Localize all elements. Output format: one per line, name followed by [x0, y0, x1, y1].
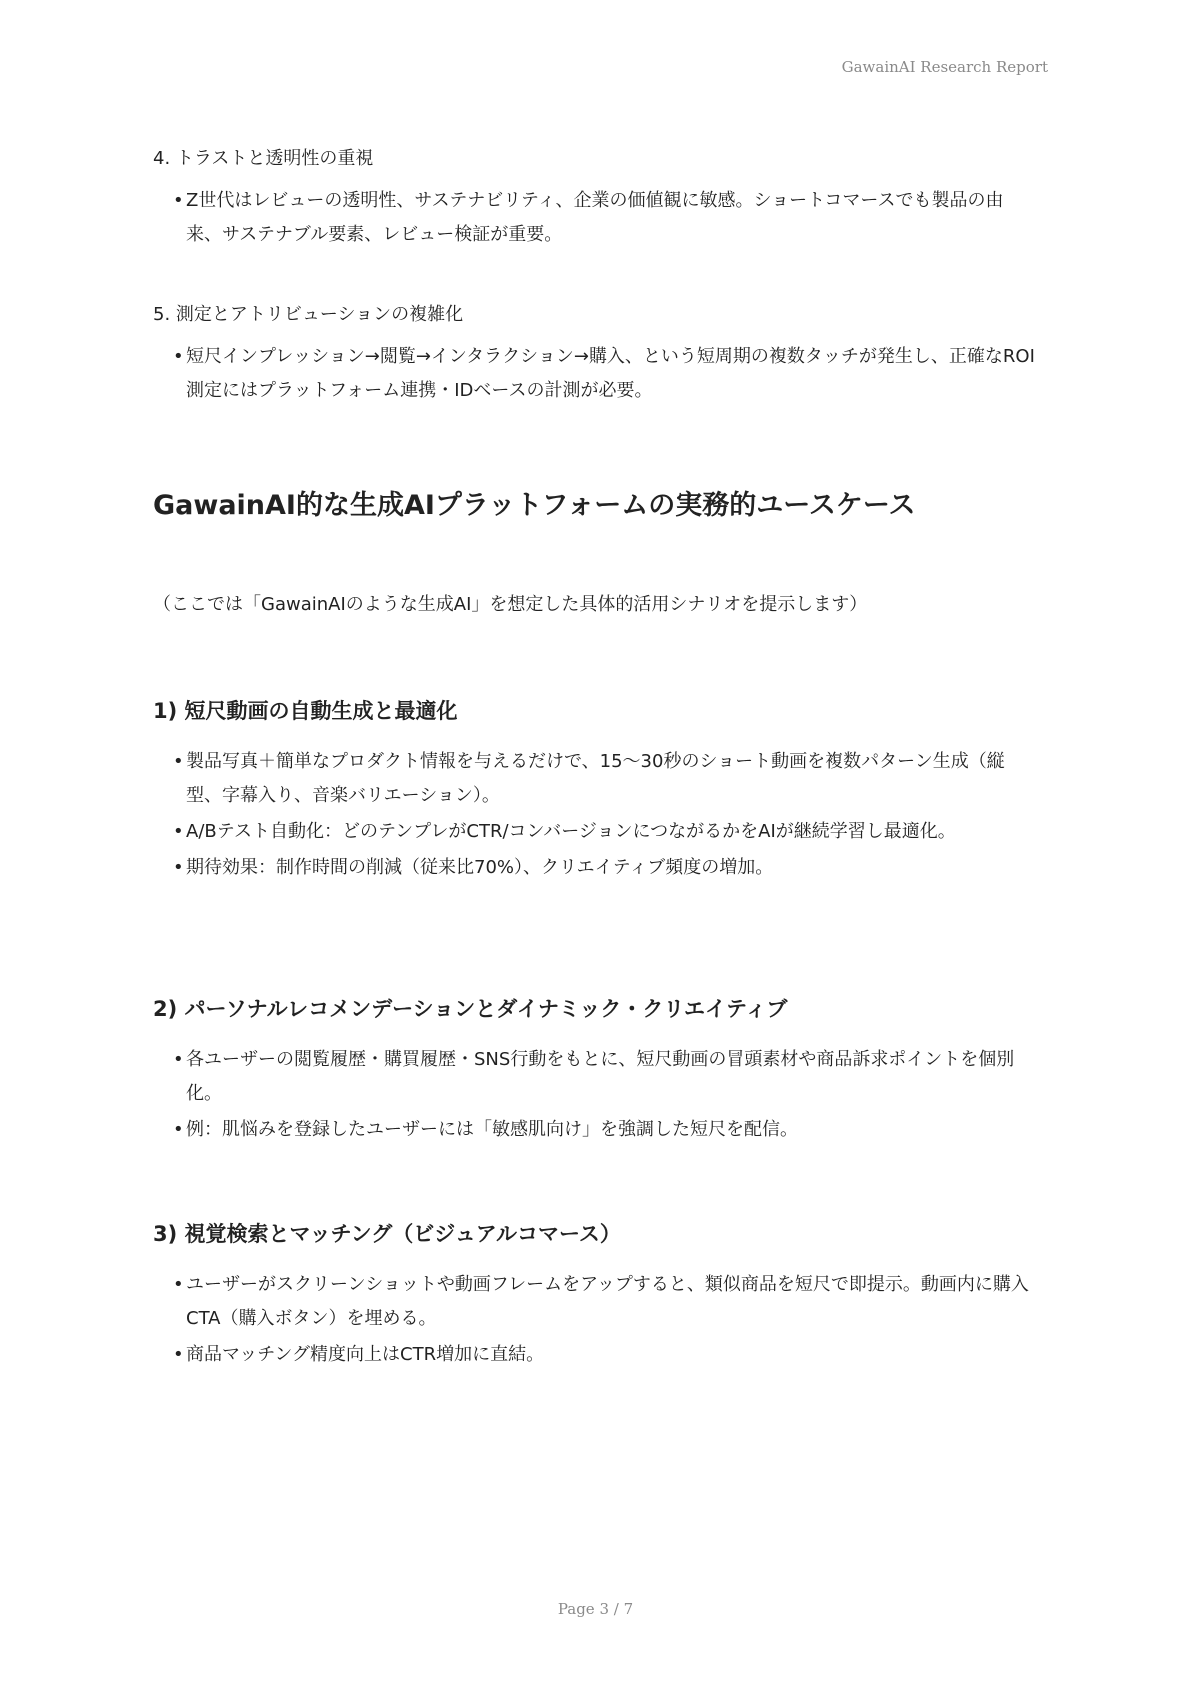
bullet-icon: •: [173, 1049, 184, 1070]
bullet-icon: •: [173, 346, 184, 367]
usecase-heading: 1) 短尺動画の自動生成と最適化: [153, 699, 458, 723]
list-item: [153, 851, 1038, 885]
intro-text: （ここでは「GawainAIのような生成AI」を想定した具体的活用シナリオを提示します）: [153, 594, 868, 615]
bullet-icon: •: [173, 857, 184, 878]
list-item-text: A/Bテスト自動化：どのテンプレがCTR/コンバージョンにつながるかをAIが継続学習し最適化。: [186, 821, 956, 842]
list-item-text: 各ユーザーの閲覧履歴・購買履歴・SNS行動をもとに、短尺動画の冒頭素材や商品訴求ポイントを個別化。: [186, 1049, 1015, 1104]
bullet-icon: •: [173, 821, 184, 842]
bullet-icon: •: [173, 751, 184, 772]
list-item-text: 期待効果：制作時間の削減（従来比70%）、クリエイティブ頻度の増加。: [186, 857, 774, 878]
usecase-2: [153, 993, 1038, 1149]
bullet-list: [153, 340, 1038, 408]
bullet-icon: •: [173, 1274, 184, 1295]
page-title: GawainAI的な生成AIプラットフォームの実務的ユースケース: [153, 490, 916, 521]
usecase-3: [153, 1218, 1038, 1374]
page-number: Page 3 / 7: [557, 1600, 634, 1618]
list-item-text: Z世代はレビューの透明性、サステナビリティ、企業の価値観に敏感。ショートコマースでも製品の由来、サステナブル要素、レビュー検証が重要。: [186, 190, 1004, 245]
list-item-text: 商品マッチング精度向上はCTR増加に直結。: [186, 1344, 545, 1365]
bullet-icon: •: [173, 1344, 184, 1365]
section-heading: 5. 測定とアトリビューションの複雑化: [153, 304, 464, 325]
list-item-text: ユーザーがスクリーンショットや動画フレームをアップすると、類似商品を短尺で即提示。動画内に購入CTA（購入ボタン）を埋める。: [186, 1274, 1029, 1329]
list-item: [153, 1268, 1038, 1336]
running-header: GawainAI Research Report: [841, 58, 1048, 76]
usecase-heading: 2) パーソナルレコメンデーションとダイナミック・クリエイティブ: [153, 997, 788, 1021]
bullet-list: [153, 184, 1038, 252]
bullet-list: [153, 745, 1038, 885]
list-item: [153, 184, 1038, 252]
bullet-icon: •: [173, 190, 184, 211]
section-heading: 4. トラストと透明性の重視: [153, 148, 374, 169]
bullet-icon: •: [173, 1119, 184, 1140]
list-item: [153, 745, 1038, 813]
usecase-heading: 3) 視覚検索とマッチング（ビジュアルコマース）: [153, 1222, 621, 1246]
list-item-text: 例：肌悩みを登録したユーザーには「敏感肌向け」を強調した短尺を配信。: [186, 1119, 798, 1140]
list-item: [153, 1113, 1038, 1147]
bullet-list: [153, 1268, 1038, 1372]
bullet-list: [153, 1043, 1038, 1147]
list-item-text: 短尺インプレッション→閲覧→インタラクション→購入、という短周期の複数タッチが発生し、正確なROI測定にはプラットフォーム連携・IDベースの計測が必要。: [186, 346, 1035, 401]
section-measurement: [153, 300, 1038, 410]
usecase-1: [153, 695, 1038, 887]
list-item-text: 製品写真＋簡単なプロダクト情報を与えるだけで、15〜30秒のショート動画を複数パターン生成（縦型、字幕入り、音楽バリエーション）。: [186, 751, 1005, 806]
list-item: [153, 1043, 1038, 1111]
list-item: [153, 1338, 1038, 1372]
section-trust: [153, 144, 1038, 254]
list-item: [153, 815, 1038, 849]
list-item: [153, 340, 1038, 408]
